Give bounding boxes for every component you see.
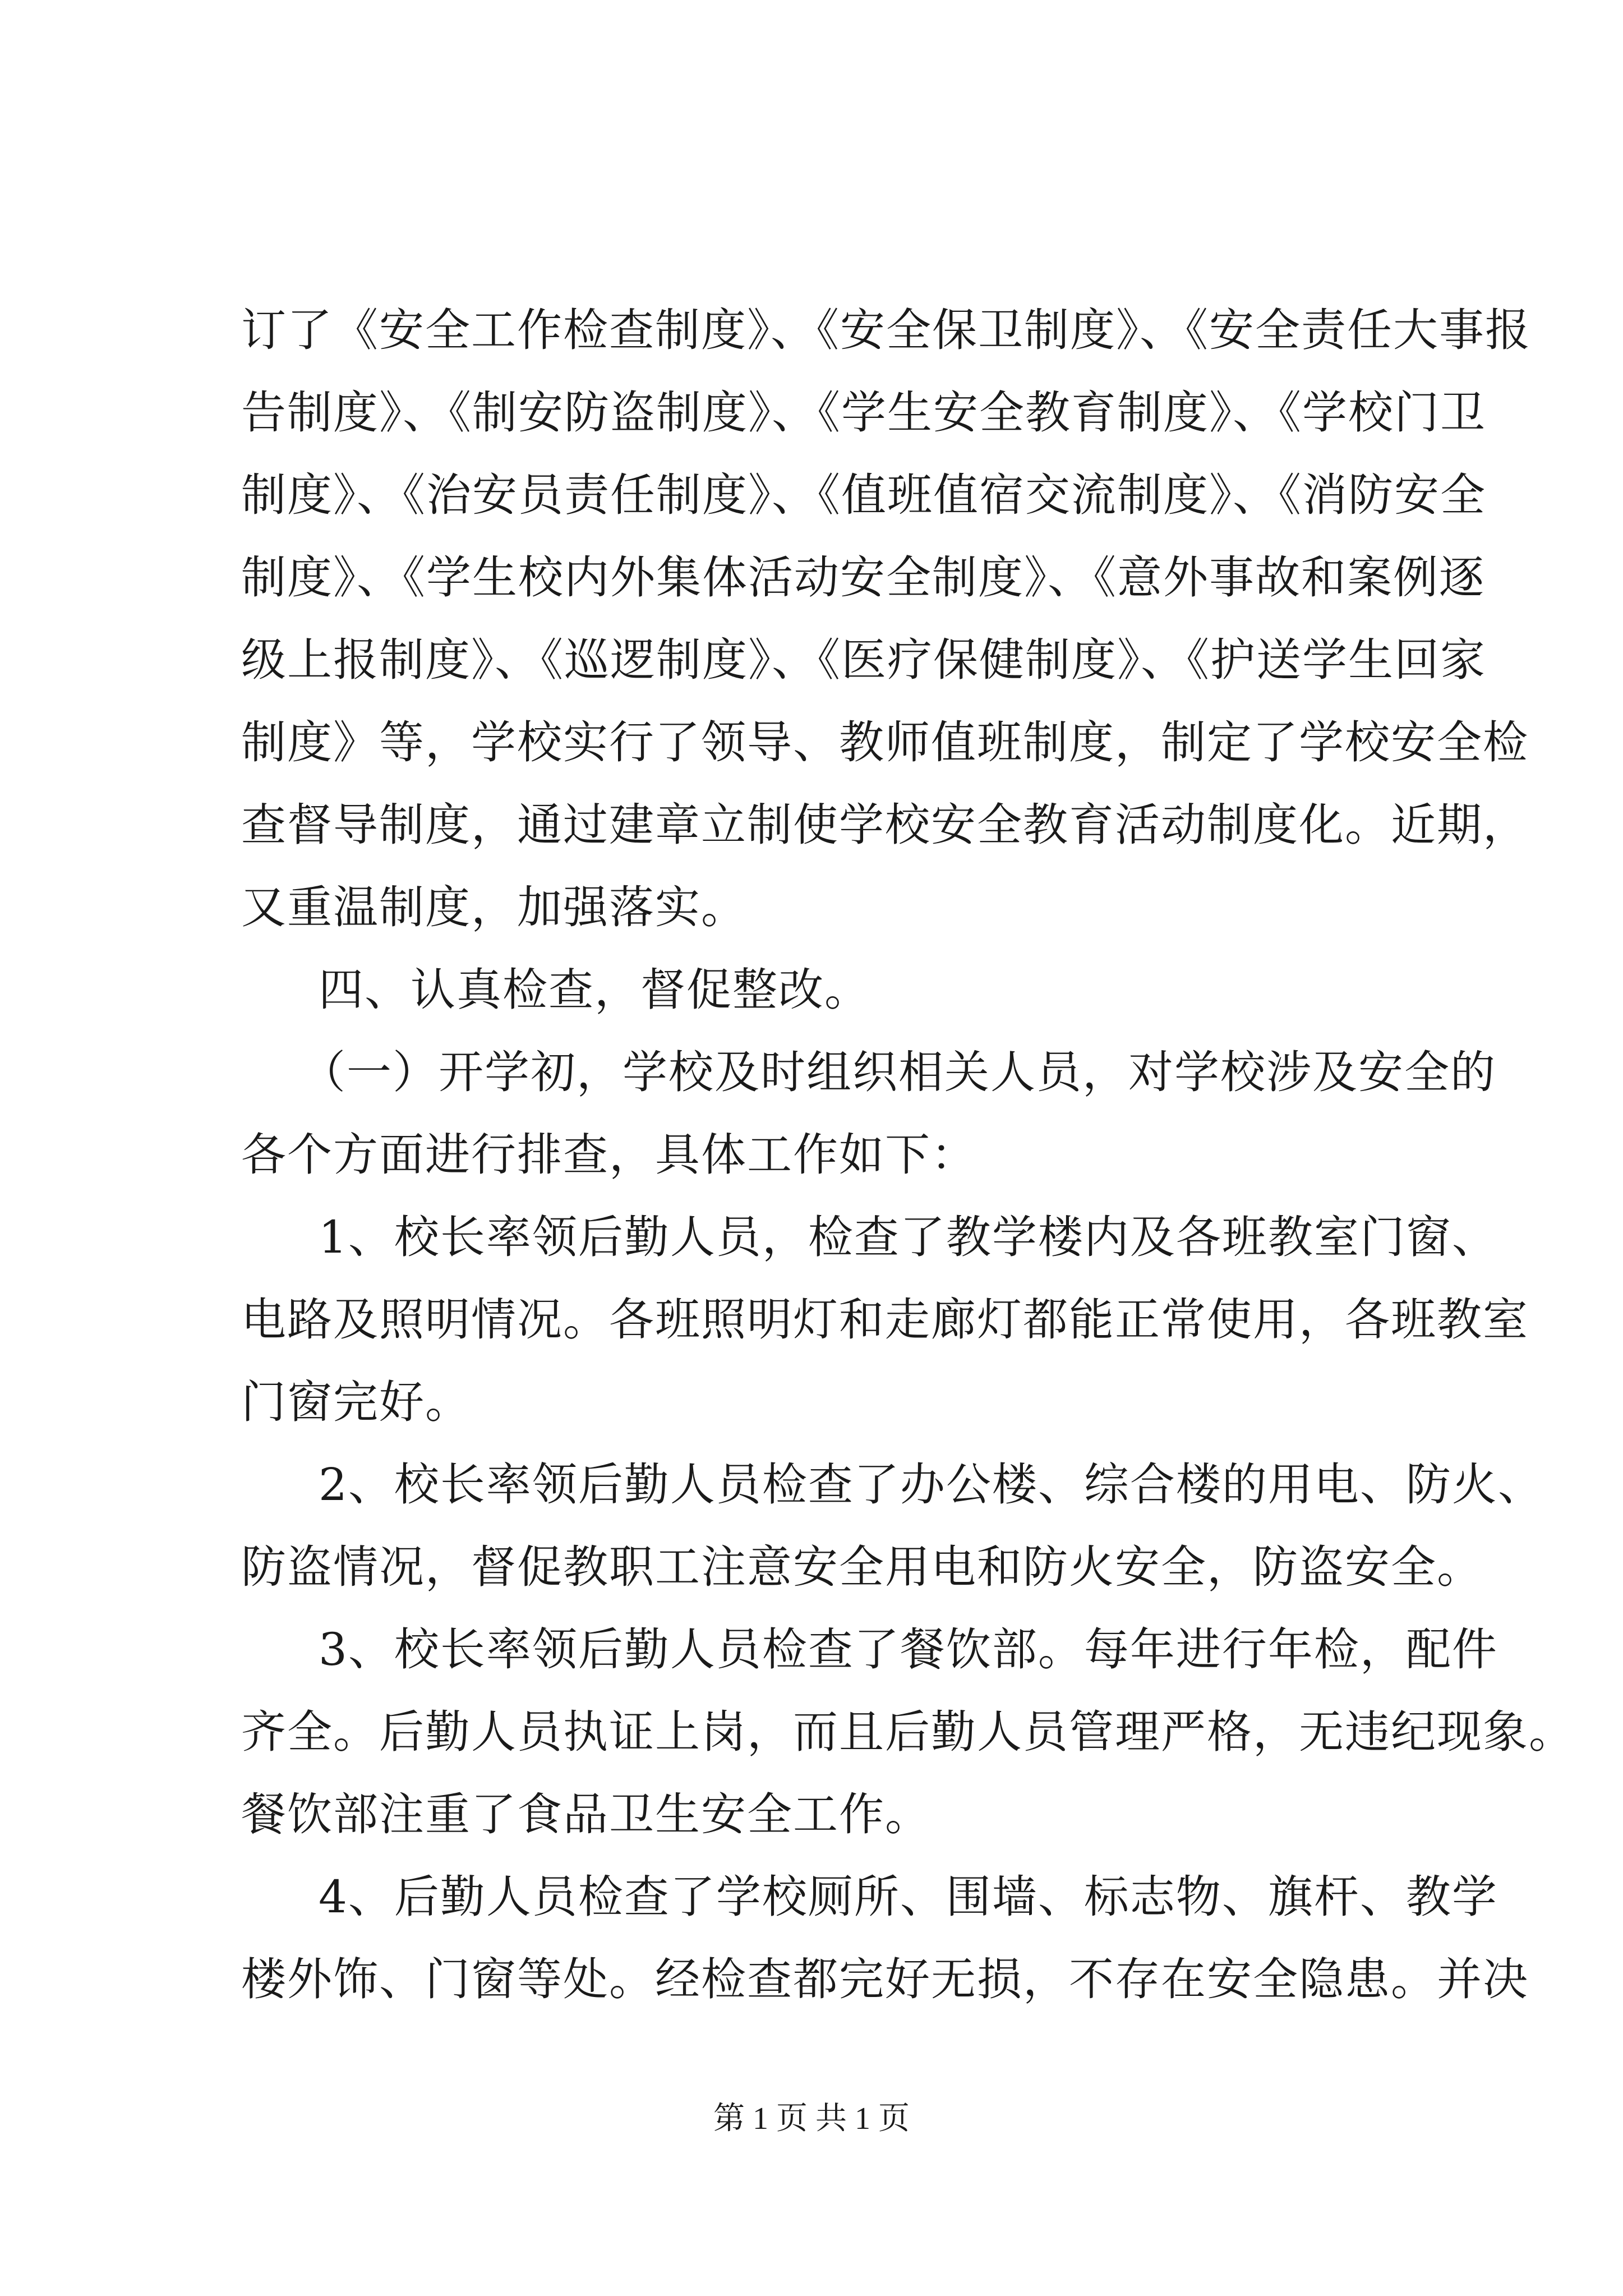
text-line: 门窗完好。: [241, 1376, 471, 1428]
text-line: 告制度》、《制安防盗制度》、《学生安全教育制度》、《学校门卫: [241, 386, 1486, 439]
text-line: 又重温制度，加强落实。: [241, 881, 747, 933]
text-line: 各个方面进行排查，具体工作如下：: [241, 1129, 977, 1181]
text-line: 齐全。后勤人员执证上岗，而且后勤人员管理严格，无违纪现象。: [241, 1706, 1575, 1758]
text-line: 制度》等，学校实行了领导、教师值班制度，制定了学校安全检: [241, 716, 1529, 769]
list-item-start: 1、校长率领后勤人员，检查了教学楼内及各班教室门窗、: [319, 1211, 1498, 1263]
list-item-start: 3、校长率领后勤人员检查了餐饮部。每年进行年检，配件: [319, 1623, 1498, 1676]
text-line: 订了《安全工作检查制度》、《安全保卫制度》、《安全责任大事报: [241, 304, 1531, 356]
text-line: 制度》、《学生校内外集体活动安全制度》、《意外事故和案例逐: [241, 551, 1485, 604]
text-line: 级上报制度》、《巡逻制度》、《医疗保健制度》、《护送学生回家: [241, 634, 1486, 686]
text-line: 餐饮部注重了食品卫生安全工作。: [241, 1788, 931, 1841]
list-item-start: 2、校长率领后勤人员检查了办公楼、综合楼的用电、防火、: [319, 1458, 1544, 1511]
text-line: 楼外饰、门窗等处。经检查都完好无损，不存在安全隐患。并决: [241, 1953, 1529, 2005]
text-line: 查督导制度，通过建章立制使学校安全教育活动制度化。近期，: [241, 799, 1529, 851]
text-line: 制度》、《治安员责任制度》、《值班值宿交流制度》、《消防安全: [241, 469, 1486, 521]
page-footer: 第 1 页 共 1 页: [713, 2101, 910, 2136]
section-heading: 四、认真检查，督促整改。: [319, 964, 870, 1016]
text-line: 电路及照明情况。各班照明灯和走廊灯都能正常使用，各班教室: [241, 1294, 1529, 1346]
subsection-heading: （一）开学初，学校及时组织相关人员，对学校涉及安全的: [301, 1046, 1496, 1098]
document-body: [241, 289, 1575, 2021]
text-line: 防盗情况，督促教职工注意安全用电和防火安全，防盗安全。: [241, 1541, 1483, 1593]
list-item-start: 4、后勤人员检查了学校厕所、围墙、标志物、旗杆、教学: [319, 1871, 1498, 1923]
